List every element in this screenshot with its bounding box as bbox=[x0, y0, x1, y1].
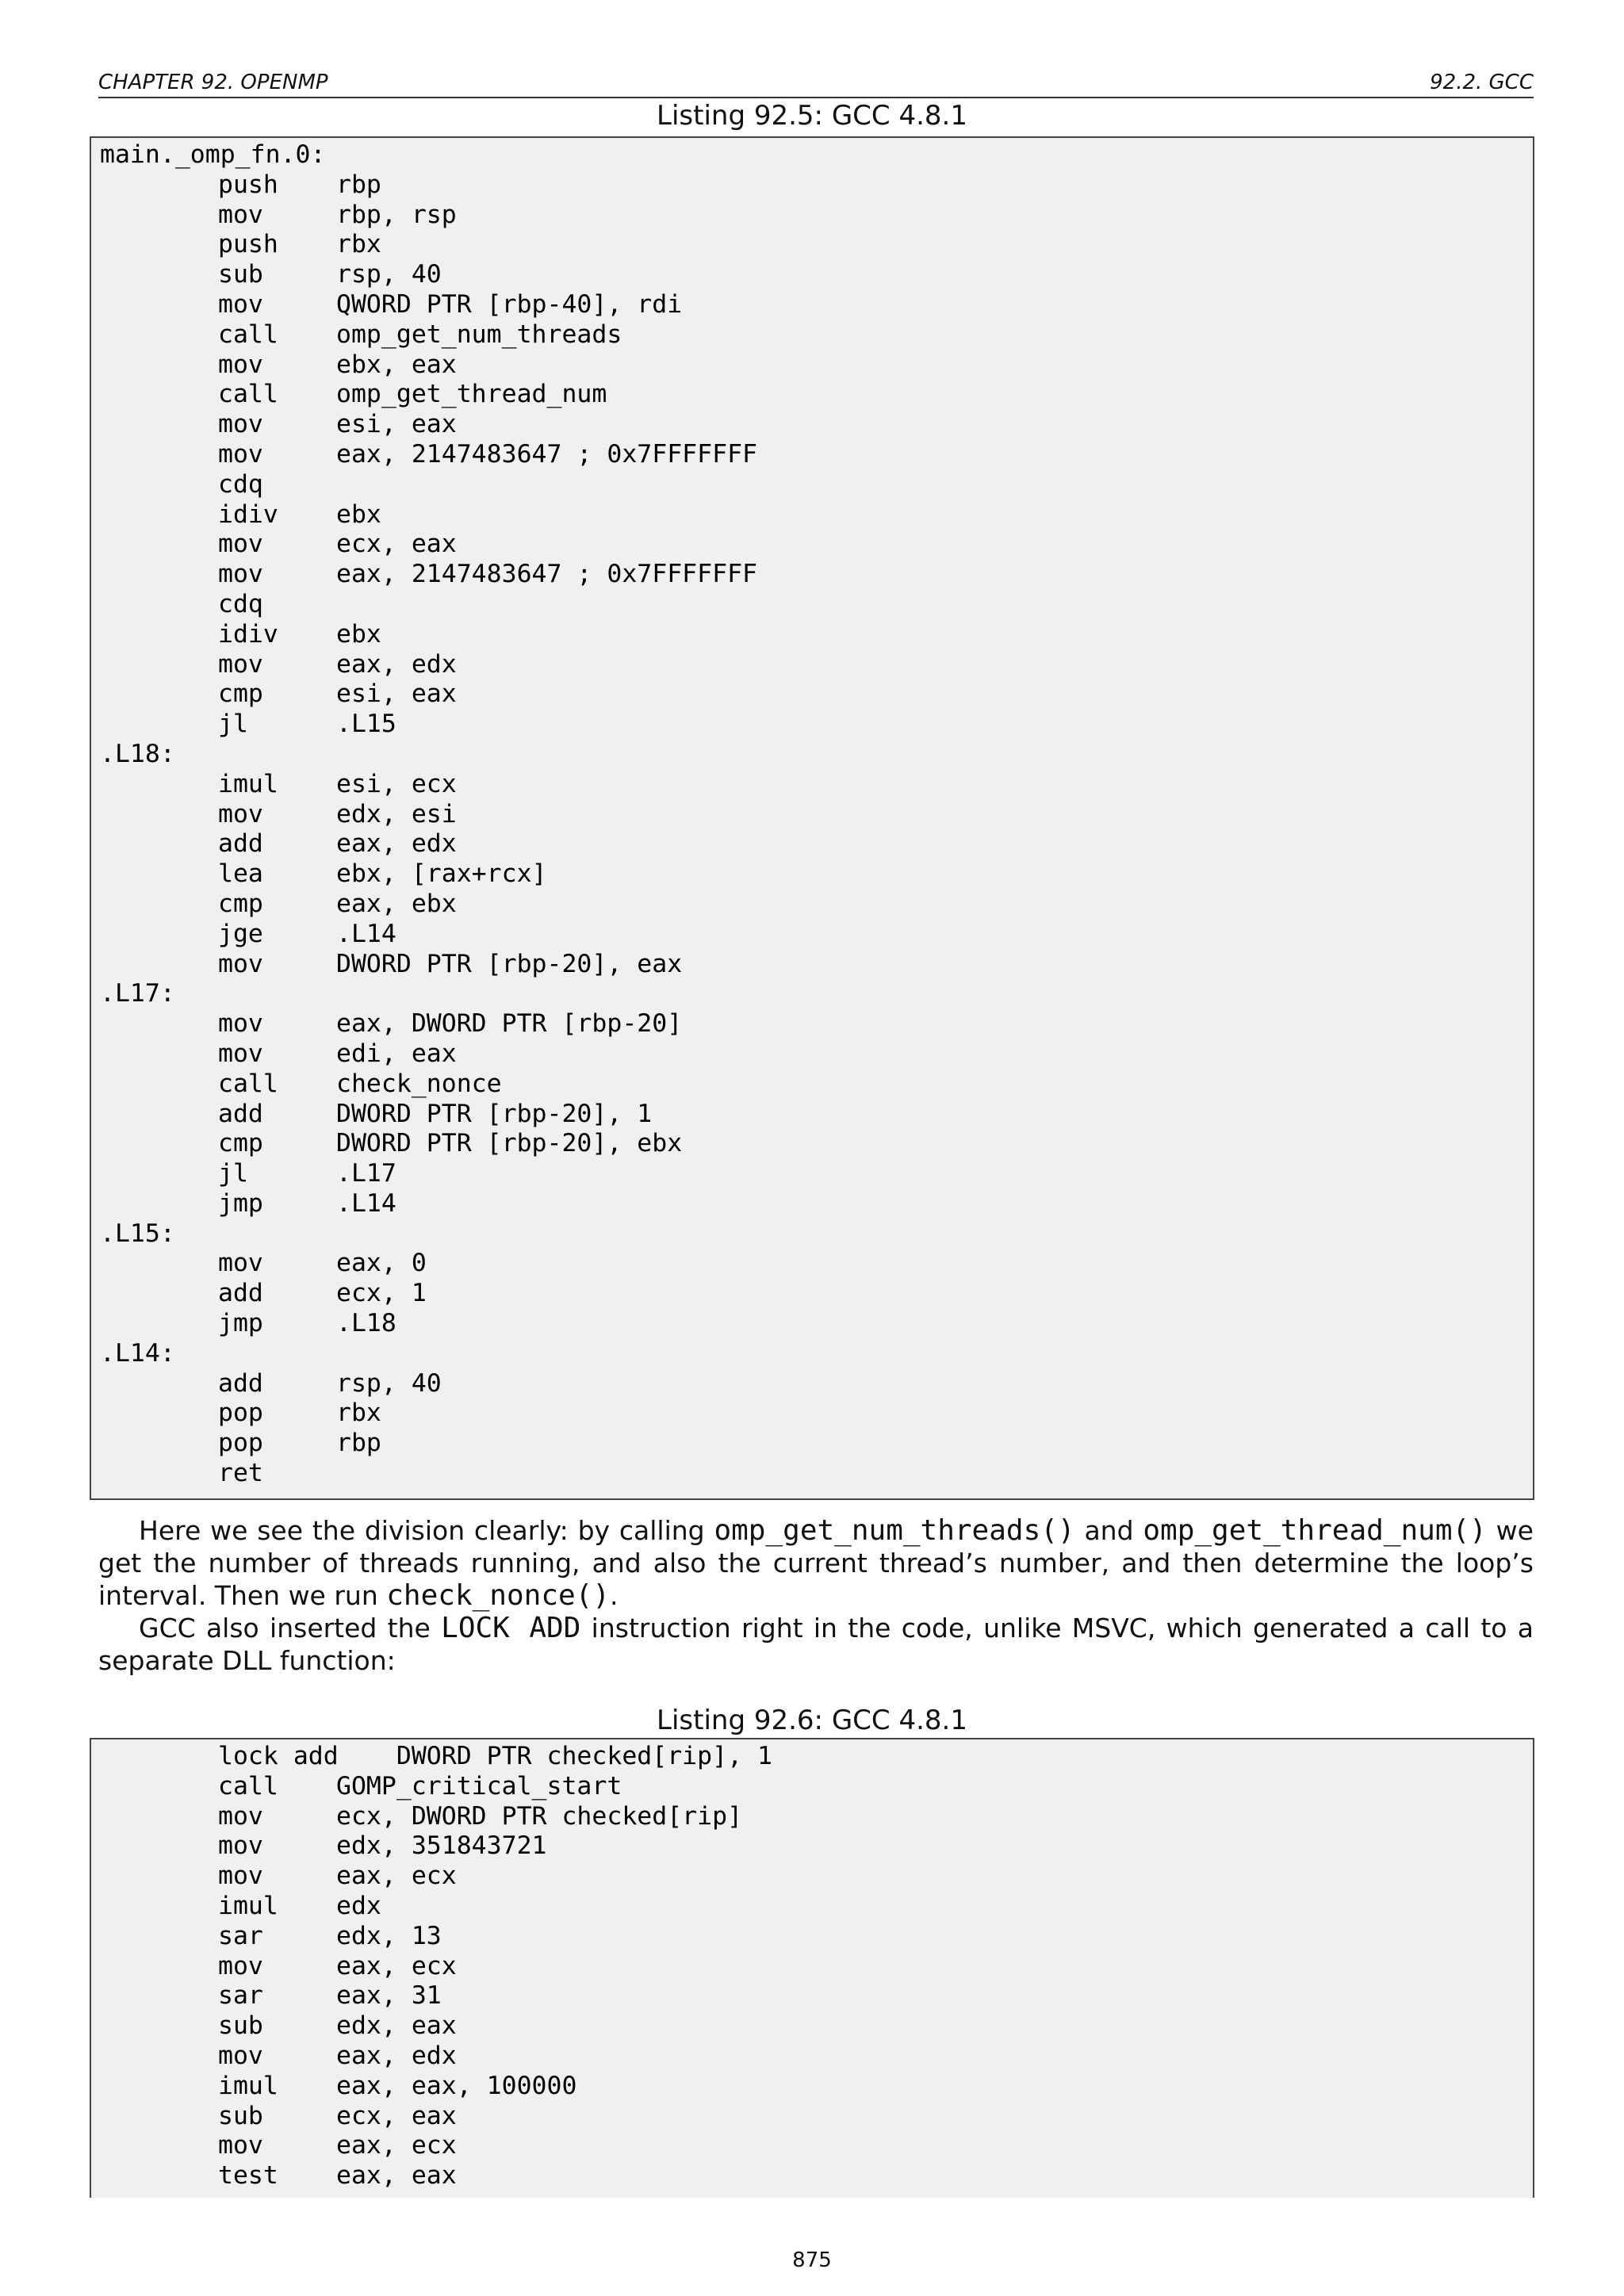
code-operands: ebx, eax bbox=[336, 350, 457, 379]
code-line bbox=[100, 859, 1525, 890]
inline-code: check_nonce() bbox=[386, 1579, 611, 1612]
code-mnemonic: add bbox=[218, 1368, 263, 1398]
code-label: .L17: bbox=[100, 979, 175, 1008]
code-operands: eax, 2147483647 ; 0x7FFFFFFF bbox=[336, 560, 758, 589]
code-mnemonic: jge bbox=[218, 919, 263, 948]
code-operands: edx, 13 bbox=[336, 1921, 442, 1950]
chapter-title: CHAPTER 92. OPENMP bbox=[98, 71, 328, 94]
code-operands: edx bbox=[336, 1891, 381, 1920]
code-mnemonic: pop bbox=[218, 1429, 263, 1458]
code-line bbox=[100, 260, 1525, 290]
code-line bbox=[100, 1459, 1525, 1489]
code-operands: ebx bbox=[336, 499, 381, 529]
body-paragraph bbox=[98, 1612, 1534, 1677]
code-mnemonic: mov bbox=[218, 649, 263, 679]
code-mnemonic: add bbox=[218, 829, 263, 859]
code-operands: rbp bbox=[336, 1429, 381, 1458]
code-line bbox=[100, 1772, 1525, 1802]
code-line bbox=[100, 1981, 1525, 2011]
code-operands: QWORD PTR [rbp-40], rdi bbox=[336, 289, 683, 319]
code-mnemonic: mov bbox=[218, 1831, 263, 1861]
code-mnemonic: mov bbox=[218, 200, 263, 229]
code-mnemonic: idiv bbox=[218, 499, 278, 529]
code-line bbox=[100, 530, 1525, 560]
code-operands: esi, eax bbox=[336, 410, 457, 439]
code-listing bbox=[90, 1738, 1534, 2198]
code-operands: .L15 bbox=[336, 710, 396, 739]
code-line bbox=[100, 740, 1525, 770]
body-paragraph bbox=[98, 1514, 1534, 1612]
code-mnemonic: imul bbox=[218, 769, 278, 798]
code-operands: rbp, rsp bbox=[336, 200, 457, 229]
code-operands: eax, ebx bbox=[336, 889, 457, 918]
code-operands: esi, eax bbox=[336, 679, 457, 709]
paragraph-text: we get the number of threads running, and also the current thread’s number, and then determine the loop’s interval. Then we run bbox=[98, 1515, 1534, 1611]
code-mnemonic: mov bbox=[218, 410, 263, 439]
code-mnemonic: call bbox=[218, 1771, 278, 1800]
code-mnemonic: lea bbox=[218, 859, 263, 889]
code-line bbox=[100, 230, 1525, 260]
code-mnemonic: jmp bbox=[218, 1188, 263, 1218]
code-operands: eax, eax bbox=[336, 2161, 457, 2191]
code-line bbox=[100, 650, 1525, 680]
code-operands: eax, ecx bbox=[336, 1862, 457, 1891]
code-line bbox=[100, 1369, 1525, 1399]
code-mnemonic: jmp bbox=[218, 1309, 263, 1338]
code-line bbox=[100, 500, 1525, 530]
page-number: 875 bbox=[792, 2248, 832, 2272]
code-label: main._omp_fn.0: bbox=[100, 140, 326, 169]
code-mnemonic: mov bbox=[218, 2041, 263, 2070]
code-line bbox=[100, 1742, 1525, 1772]
code-line bbox=[100, 590, 1525, 620]
paragraph-text: . bbox=[610, 1580, 619, 1611]
code-mnemonic: mov bbox=[218, 2131, 263, 2160]
code-mnemonic: jl bbox=[218, 710, 248, 739]
code-operands: .L18 bbox=[336, 1309, 396, 1338]
code-mnemonic: sub bbox=[218, 2101, 263, 2130]
code-mnemonic: jl bbox=[218, 1159, 248, 1188]
code-line bbox=[100, 1429, 1525, 1459]
code-line bbox=[100, 979, 1525, 1009]
code-operands: omp_get_thread_num bbox=[336, 380, 607, 409]
code-mnemonic: cmp bbox=[218, 679, 263, 709]
code-operands: eax, edx bbox=[336, 2041, 457, 2070]
code-line bbox=[100, 950, 1525, 980]
code-operands: ecx, eax bbox=[336, 2101, 457, 2130]
code-line bbox=[100, 201, 1525, 231]
code-operands: .L14 bbox=[336, 1188, 396, 1218]
code-operands: ebx bbox=[336, 619, 381, 649]
code-operands: edx, 351843721 bbox=[336, 1831, 547, 1861]
code-label: .L15: bbox=[100, 1219, 175, 1248]
code-mnemonic: mov bbox=[218, 1951, 263, 1980]
code-line bbox=[100, 560, 1525, 590]
code-line bbox=[100, 1802, 1525, 1832]
code-operands: DWORD PTR [rbp-20], eax bbox=[336, 949, 683, 978]
code-mnemonic: push bbox=[218, 230, 278, 259]
code-line bbox=[100, 1129, 1525, 1159]
code-line bbox=[100, 800, 1525, 830]
code-mnemonic: call bbox=[218, 380, 278, 409]
code-mnemonic: ret bbox=[218, 1459, 263, 1488]
code-operands: ecx, 1 bbox=[336, 1279, 427, 1308]
code-operands: omp_get_num_threads bbox=[336, 320, 622, 349]
code-line bbox=[100, 1070, 1525, 1100]
code-listing bbox=[90, 136, 1534, 1500]
code-line bbox=[100, 1039, 1525, 1070]
code-line bbox=[100, 829, 1525, 859]
code-mnemonic: imul bbox=[218, 2071, 278, 2100]
code-operands: .L14 bbox=[336, 919, 396, 948]
code-line bbox=[100, 290, 1525, 320]
code-operands: esi, ecx bbox=[336, 769, 457, 798]
running-header bbox=[98, 68, 1534, 98]
code-mnemonic: mov bbox=[218, 1039, 263, 1068]
code-mnemonic: call bbox=[218, 1069, 278, 1098]
code-mnemonic: mov bbox=[218, 350, 263, 379]
inline-code: omp_get_num_threads() bbox=[714, 1514, 1075, 1547]
code-mnemonic: mov bbox=[218, 799, 263, 828]
code-operands: DWORD PTR checked[rip], 1 bbox=[336, 1742, 772, 1770]
code-operands: .L17 bbox=[336, 1159, 396, 1188]
code-line bbox=[100, 1009, 1525, 1039]
code-mnemonic: mov bbox=[218, 1801, 263, 1831]
code-label: .L14: bbox=[100, 1338, 175, 1368]
code-operands: ecx, eax bbox=[336, 530, 457, 559]
code-line bbox=[100, 1309, 1525, 1339]
code-mnemonic: mov bbox=[218, 1009, 263, 1039]
listing-caption: Listing 92.5: GCC 4.8.1 bbox=[657, 100, 967, 132]
code-line bbox=[100, 1249, 1525, 1279]
code-mnemonic: mov bbox=[218, 949, 263, 978]
code-operands: check_nonce bbox=[336, 1069, 502, 1098]
code-line bbox=[100, 1339, 1525, 1369]
paragraph-text: instruction right in the code, unlike MSVC, which generated a call to a separate DLL function: bbox=[98, 1613, 1534, 1676]
code-mnemonic: add bbox=[218, 1099, 263, 1128]
code-mnemonic: cmp bbox=[218, 889, 263, 918]
code-mnemonic: cdq bbox=[218, 589, 263, 618]
paragraph-text: GCC also inserted the bbox=[139, 1613, 442, 1644]
paragraph-text: Here we see the division clearly: by calling bbox=[139, 1515, 714, 1546]
code-mnemonic: sub bbox=[218, 2011, 263, 2041]
code-operands: eax, edx bbox=[336, 829, 457, 859]
code-operands: edx, esi bbox=[336, 799, 457, 828]
code-line bbox=[100, 380, 1525, 410]
code-line bbox=[100, 320, 1525, 350]
code-line bbox=[100, 890, 1525, 920]
code-mnemonic: pop bbox=[218, 1399, 263, 1428]
code-operands: DWORD PTR [rbp-20], ebx bbox=[336, 1129, 683, 1158]
code-line bbox=[100, 1189, 1525, 1219]
code-line bbox=[100, 1100, 1525, 1130]
inline-code: omp_get_thread_num() bbox=[1143, 1514, 1487, 1547]
code-line bbox=[100, 620, 1525, 650]
code-line bbox=[100, 140, 1525, 170]
code-line bbox=[100, 1892, 1525, 1922]
listing-caption: Listing 92.6: GCC 4.8.1 bbox=[657, 1705, 967, 1736]
code-operands: eax, 31 bbox=[336, 1981, 442, 2011]
code-operands: eax, 0 bbox=[336, 1249, 427, 1278]
code-line bbox=[100, 410, 1525, 440]
code-operands: GOMP_critical_start bbox=[336, 1771, 622, 1800]
code-mnemonic: idiv bbox=[218, 619, 278, 649]
code-mnemonic: mov bbox=[218, 1862, 263, 1891]
code-line bbox=[100, 1279, 1525, 1309]
code-operands: rbp bbox=[336, 170, 381, 199]
code-line bbox=[100, 440, 1525, 470]
code-line bbox=[100, 170, 1525, 201]
code-mnemonic: call bbox=[218, 320, 278, 349]
code-operands: edx, eax bbox=[336, 2011, 457, 2041]
inline-code: LOCK ADD bbox=[441, 1612, 581, 1644]
code-line bbox=[100, 920, 1525, 950]
code-operands: ecx, DWORD PTR checked[rip] bbox=[336, 1801, 743, 1831]
code-operands: rbx bbox=[336, 230, 381, 259]
code-operands: eax, DWORD PTR [rbp-20] bbox=[336, 1009, 683, 1039]
code-operands: eax, eax, 100000 bbox=[336, 2071, 577, 2100]
code-operands: eax, edx bbox=[336, 649, 457, 679]
code-line bbox=[100, 770, 1525, 800]
code-mnemonic: sub bbox=[218, 260, 263, 289]
code-line bbox=[100, 2102, 1525, 2132]
code-line bbox=[100, 710, 1525, 740]
code-mnemonic: sar bbox=[218, 1981, 263, 2011]
code-mnemonic: sar bbox=[218, 1921, 263, 1950]
paragraph-text: and bbox=[1074, 1515, 1143, 1546]
code-operands: rbx bbox=[336, 1399, 381, 1428]
code-line bbox=[100, 1922, 1525, 1952]
code-line bbox=[100, 1831, 1525, 1862]
code-line bbox=[100, 1952, 1525, 1982]
code-line bbox=[100, 1862, 1525, 1892]
code-mnemonic: cdq bbox=[218, 469, 263, 499]
code-operands: DWORD PTR [rbp-20], 1 bbox=[336, 1099, 653, 1128]
code-line bbox=[100, 2011, 1525, 2042]
code-line bbox=[100, 2161, 1525, 2191]
code-line bbox=[100, 470, 1525, 500]
code-mnemonic: mov bbox=[218, 560, 263, 589]
code-mnemonic: mov bbox=[218, 439, 263, 469]
code-operands: eax, ecx bbox=[336, 1951, 457, 1980]
code-mnemonic: cmp bbox=[218, 1129, 263, 1158]
code-line bbox=[100, 1219, 1525, 1249]
code-mnemonic: add bbox=[218, 1279, 263, 1308]
code-line bbox=[100, 1159, 1525, 1189]
code-operands: edi, eax bbox=[336, 1039, 457, 1068]
code-mnemonic: test bbox=[218, 2161, 278, 2191]
code-operands: ebx, [rax+rcx] bbox=[336, 859, 547, 889]
code-line bbox=[100, 1399, 1525, 1429]
code-mnemonic: mov bbox=[218, 289, 263, 319]
code-mnemonic: imul bbox=[218, 1891, 278, 1920]
code-mnemonic: mov bbox=[218, 1249, 263, 1278]
code-line bbox=[100, 2042, 1525, 2072]
code-operands: eax, 2147483647 ; 0x7FFFFFFF bbox=[336, 439, 758, 469]
code-operands: rsp, 40 bbox=[336, 1368, 442, 1398]
code-mnemonic: mov bbox=[218, 530, 263, 559]
code-label: .L18: bbox=[100, 739, 175, 768]
code-mnemonic: lock add bbox=[218, 1742, 339, 1770]
code-operands: rsp, 40 bbox=[336, 260, 442, 289]
code-line bbox=[100, 2072, 1525, 2102]
code-line bbox=[100, 679, 1525, 710]
code-mnemonic: push bbox=[218, 170, 278, 199]
code-line bbox=[100, 350, 1525, 381]
code-operands: eax, ecx bbox=[336, 2131, 457, 2160]
code-line bbox=[100, 2131, 1525, 2161]
section-title: 92.2. GCC bbox=[1430, 71, 1534, 94]
